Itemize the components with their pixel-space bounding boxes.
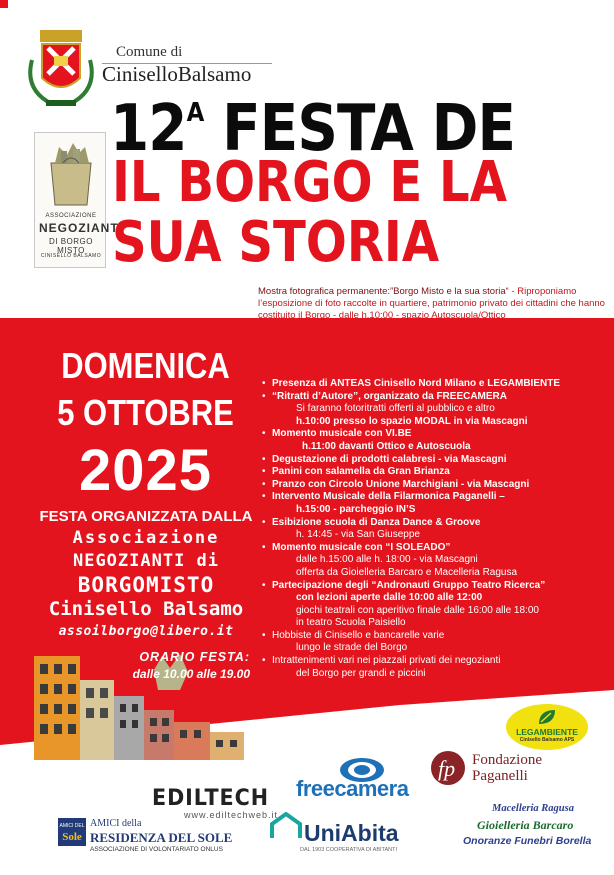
event-main: Partecipazione degli “Andronauti Gruppo Teatro Ricerca” [272, 579, 546, 591]
event-date: 5 OTTOBRE [57, 392, 234, 433]
event-year: 2025 [78, 438, 213, 503]
bullet-icon: • [262, 466, 266, 478]
assoc-line4: CINISELLO BALSAMO [40, 253, 102, 259]
association-logo [34, 132, 123, 268]
bullet-icon: • [262, 655, 266, 667]
event-sub: del Borgo per grandi e piccini [296, 667, 426, 679]
fondazione-name [472, 752, 542, 784]
event-main: Pranzo con Circolo Unione Marchigiani - via Mascagni [272, 478, 530, 490]
comune-crest-icon [22, 30, 100, 112]
event-sub: h. 14:45 - via San Giuseppe [296, 529, 420, 541]
orario-title: ORARIO FESTA: [139, 650, 250, 664]
bullet-icon: • [262, 378, 266, 389]
assoc-line3: DI BORGO MISTO [48, 237, 93, 255]
title-line-3: SUA STORIA [112, 210, 440, 275]
bullet-icon: • [262, 516, 266, 528]
event-main: Esibizione scuola di Danza Dance & Groove [272, 516, 481, 528]
event-main: Presenza di ANTEAS Cinisello Nord Milano e LEGAMBIENTE [272, 378, 561, 389]
organizer-line-5: Cinisello Balsamo [48, 598, 244, 620]
ediltech-url: www.ediltechweb.it [184, 810, 279, 820]
event-main: Intervento Musicale della Filarmonica Paganelli – [272, 491, 505, 503]
event-sub: in teatro Scuola Paisiello [296, 617, 406, 629]
leaf-icon [537, 708, 557, 726]
organizer-line-1: FESTA ORGANIZZATA DALLA [39, 508, 253, 525]
organizer-line-2: Associazione [72, 528, 220, 548]
bullet-icon: • [262, 390, 266, 402]
event-item [262, 491, 602, 516]
events-list [262, 378, 602, 680]
event-item [262, 542, 602, 580]
fondazione-line1: Fondazione [472, 752, 542, 768]
event-sub: Si faranno fotoritratti offerti al pubblico e altro [296, 403, 495, 415]
event-item [262, 580, 602, 630]
amici-badge-bottom: Sole [62, 831, 82, 843]
amici-line2: RESIDENZA DEL SOLE [90, 830, 233, 845]
event-item [262, 428, 602, 453]
amici-sole-badge-icon [58, 818, 86, 846]
macelleria-ragusa: Macelleria Ragusa [492, 803, 574, 814]
event-sub: offerta da Gioielleria Barcaro e Macelleria Ragusa [296, 566, 518, 578]
event-item [262, 391, 602, 429]
event-sub: h.15:00 - parcheggio IN’S [296, 503, 416, 515]
event-item [262, 466, 602, 479]
event-main: Degustazione di prodotti calabresi - via Mascagni [272, 453, 507, 465]
bullet-icon: • [262, 629, 266, 641]
event-main: Panini con salamella da Gran Brianza [272, 466, 450, 478]
event-item [262, 454, 602, 467]
bullet-icon: • [262, 428, 266, 440]
fondazione-line2: Paganelli [472, 768, 528, 784]
organizer-line-3: NEGOZIANTI di [72, 551, 220, 571]
assoc-line1: ASSOCIAZIONE [45, 213, 97, 219]
event-sub: h.10:00 presso lo spazio MODAL in via Mascagni [296, 415, 528, 427]
svg-text:fp: fp [438, 756, 456, 781]
orario-hours: dalle 10.00 alle 19.00 [132, 667, 250, 681]
bullet-icon: • [262, 478, 266, 490]
mostra-paragraph [258, 286, 608, 322]
event-sub: h.11:00 davanti Ottico e Autoscuola [302, 440, 471, 452]
event-main: Momento musicale con VI.BE [272, 428, 412, 440]
event-item [262, 378, 602, 391]
gioielleria-barcaro: Gioielleria Barcaro [477, 818, 574, 832]
event-day: DOMENICA [61, 345, 230, 386]
event-item [262, 630, 602, 655]
uniabita-logo: UniAbita [304, 820, 399, 846]
legambiente-logo [506, 704, 588, 750]
fondazione-fp-icon [430, 748, 466, 788]
assoc-line2: NEGOZIANTI [39, 221, 123, 235]
event-sub: dalle h.15:00 alle h. 18:00 - via Mascagni [296, 554, 478, 566]
title-line-2: IL BORGO E LA [112, 150, 507, 215]
event-main: Intrattenimenti vari nei piazzali privati dei negozianti [272, 655, 501, 667]
organizer-email[interactable]: assoilborgo@libero.it [58, 624, 234, 639]
event-sub: giochi teatrali con aperitivo finale dalle 16:00 alle 18:00 [296, 604, 539, 616]
mostra-label: Mostra fotografica permanente:”Borgo Misto e la sua storia“ [258, 286, 509, 297]
amici-line3: ASSOCIAZIONE DI VOLONTARIATO ONLUS [90, 846, 223, 853]
amici-badge-top: AMICI DEL [59, 823, 85, 829]
shopping-bag-icon [45, 139, 97, 207]
event-item [262, 517, 602, 542]
event-main: Momento musicale con “I SOLEADO” [272, 541, 451, 553]
legambiente-name: LEGAMBIENTE [516, 727, 578, 737]
organizer-line-4: BORGOMISTO [77, 573, 215, 597]
uniabita-sub: DAL 1903 COOPERATIVA DI ABITANTI [300, 847, 397, 853]
bullet-icon: • [262, 491, 266, 503]
event-main: “Ritratti d’Autore”, organizzato da FREECAMERA [272, 390, 508, 402]
amici-line1: AMICI della [90, 818, 142, 829]
freecamera-logo: freecamera [296, 776, 409, 801]
title-line-1-rest: FESTA DE [222, 92, 516, 166]
uniabita-house-icon [268, 812, 304, 840]
legambiente-sub: Cinisello Balsamo APS [519, 737, 575, 743]
title-ordinal: 12 [110, 92, 187, 166]
mostra-text: - Riproponiamo l’esposizione di foto raccolte in quartiere, patrimonio privato dei cittadini che hanno costituito il Borgo - dalle h.10:00 - spazio Autoscuola/Ottico [258, 286, 605, 321]
bullet-icon: • [262, 541, 266, 553]
comune-name: CiniselloBalsamo [102, 62, 252, 86]
comune-label: Comune di [116, 44, 183, 60]
event-sub: lungo le strade del Borgo [296, 642, 408, 654]
event-item [262, 479, 602, 492]
title-ordinal-sup: A [186, 98, 204, 128]
event-item [262, 655, 602, 680]
ediltech-logo: EDILTECH [152, 786, 269, 811]
bullet-icon: • [262, 453, 266, 465]
event-main: Hobbiste di Cinisello e bancarelle varie [272, 629, 445, 641]
event-sub: con lezioni aperte dalle 10:00 alle 12:00 [296, 592, 483, 604]
onoranze-borella: Onoranze Funebri Borella [463, 835, 592, 847]
bullet-icon: • [262, 579, 266, 591]
